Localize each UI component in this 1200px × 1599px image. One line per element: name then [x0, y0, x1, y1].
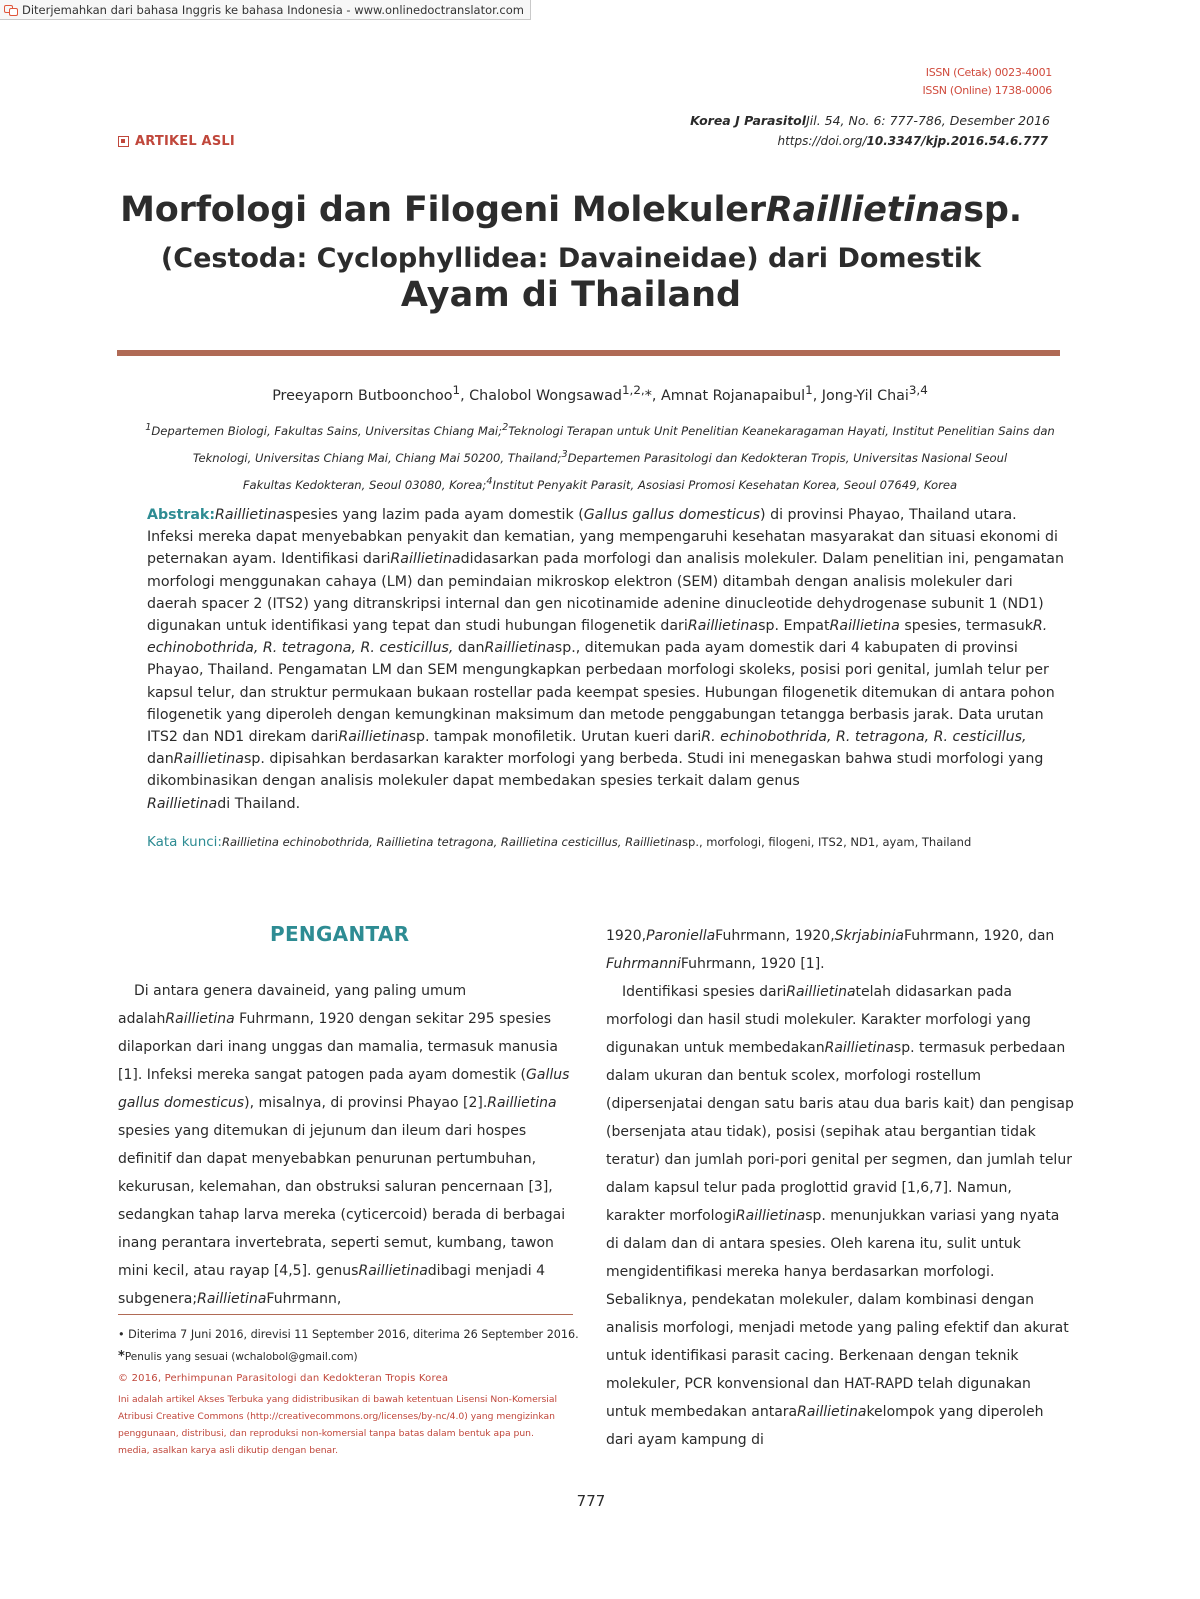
intro-text: Fuhrmann, 1920, dan — [904, 928, 1055, 944]
intro-genus: Skrjabinia — [834, 928, 905, 944]
intro-text: 1920, — [606, 928, 647, 944]
abstract-genus: Raillietina — [338, 729, 409, 746]
issn-print: ISSN (Cetak) 0023-4001 — [925, 66, 1052, 79]
received-text: Diterima 7 Juni 2016, direvisi 11 September 2016, diterima 26 September 2016. — [128, 1328, 579, 1341]
intro-text: Fuhrmann, 1920 [1]. — [680, 956, 825, 972]
issn-online: ISSN (Online) 1738-0006 — [922, 84, 1052, 97]
title-line-2: (Cestoda: Cyclophyllidea: Davaineidae) dari Domestik — [160, 243, 982, 274]
title-text-b: sp. — [963, 190, 1022, 230]
section-heading-intro: PENGANTAR — [270, 922, 410, 946]
abstract-text: dan — [453, 640, 485, 657]
footnote-corresponding — [118, 1349, 358, 1364]
keywords-label: Kata kunci: — [147, 834, 222, 850]
doi-link[interactable] — [777, 134, 1048, 148]
intro-genus: Raillietina — [358, 1263, 428, 1279]
author-3: , Amnat Rojanapaibul — [651, 387, 806, 404]
corresponding-mark: * — [644, 387, 652, 404]
abstract-text: ) di provinsi Phayao, Thailand utara. Infeksi mereka dapat menyebabkan penyakit dan kematian, yang mempengaruhi kesehatan masyarakat dan situasi ekonomi di peternakan ayam. Identifikasi dari — [147, 507, 1058, 568]
abstract-genus: Raillietina — [173, 751, 244, 768]
intro-text: kelompok yang diperoleh dari ayam kampung di — [606, 1404, 1044, 1448]
title-text-a: Morfologi dan Filogeni Molekuler — [120, 190, 766, 230]
affil-sup-1: 1 — [145, 422, 152, 433]
abstract-text: sp. dipisahkan berdasarkan karakter morfologi yang berbeda. Studi ini menegaskan bahwa studi morfologi yang dikombinasikan dengan analisis molekuler dapat membedakan spesies terkait dalam genus — [147, 751, 1044, 790]
abstract-text: sp. tampak monofiletik. Urutan kueri dari — [408, 729, 702, 746]
translate-icon — [4, 5, 18, 16]
corr-text: Penulis yang sesuai (wchalobol@gmail.com) — [124, 1351, 358, 1363]
intro-genus: Raillietina — [165, 1011, 235, 1027]
abstract-species: R. echinobothrida, R. tetragona, R. cesticillus, — [701, 729, 1027, 746]
abstract-text: sp., ditemukan pada ayam domestik dari 4 kabupaten di provinsi Phayao, Thailand. Pengamatan LM dan SEM mengungkapkan perbedaan morfologi skoleks, posisi pori genital, jumlah telur per kapsul telur, dan struktur permukaan bukaan rostellar pada keempat spesies. Hubungan filogenetik ditemukan di antara pohon filogenetik yang diperoleh dengan kemungkinan maksimum dan metode penggabungan tetangga berbasis jarak. Data urutan ITS2 dan ND1 direkam dari — [147, 640, 1055, 746]
intro-text: spesies yang ditemukan di jejunum dan ileum dari hospes definitif dan dapat menyebabkan penurunan pertumbuhan, kekurusan, kelemahan, dan obstruksi saluran pencernaan [3], sedangkan tahap larva mereka (cyticercoid) berada di berbagai inang perantara invertebrata, seperti semut, kumbang, tawon mini kecil, atau rayap [4,5]. genus — [118, 1123, 566, 1279]
keywords — [147, 834, 1067, 850]
affil-2: Teknologi Terapan untuk Unit Penelitian Keanekaragaman Hayati, Institut Penelitian Sains dan — [508, 423, 1055, 438]
intro-genus: Raillietina — [197, 1291, 267, 1307]
title-line-3: Ayam di Thailand — [400, 275, 742, 315]
author-2: , Chalobol Wongsawad — [460, 387, 622, 404]
author-4: , Jong-Yil Chai — [812, 387, 909, 404]
author-2-sup: 1,2, — [621, 383, 645, 397]
corr-star: * — [118, 1349, 125, 1364]
author-4-sup: 3,4 — [908, 383, 928, 397]
affil-3b: Fakultas Kedokteran, Seoul 03080, Korea; — [242, 477, 487, 492]
abstract-genus: Raillietina — [687, 618, 759, 635]
intro-text: Fuhrmann, — [266, 1291, 342, 1307]
affil-4: Institut Penyakit Parasit, Asosiasi Promosi Kesehatan Korea, Seoul 07649, Korea — [492, 477, 958, 492]
title-genus: Raillietina — [765, 190, 964, 230]
affil-sup-2: 2 — [502, 422, 509, 433]
abstract-text: didasarkan pada morfologi dan analisis molekuler. Dalam penelitian ini, pengamatan morfologi menggunakan cahaya (LM) dan pemindaian mikroskop elektron (SEM) ditambah dengan analisis molekuler dari daerah spacer 2 (ITS2) yang ditranskripsi internal dan gen nicotinamide adenine dinucleotide dehydrogenase subunit 1 (ND1) digunakan untuk identifikasi yang tepat dan studi hubungan filogenetik dari — [147, 551, 1064, 635]
intro-text: dibagi menjadi 4 subgenera; — [118, 1263, 545, 1307]
abstract-genus: Raillietina — [147, 795, 218, 812]
abstract-genus: Raillietina — [390, 551, 461, 568]
affiliations — [140, 416, 1060, 497]
author-1-sup: 1 — [452, 383, 461, 397]
affil-sup-3: 3 — [561, 448, 568, 460]
banner-text[interactable]: Diterjemahkan dari bahasa Inggris ke bahasa Indonesia - www.onlinedoctranslator.com — [22, 3, 524, 17]
abstract-text: spesies, termasuk — [899, 618, 1033, 635]
intro-species: Gallus gallus domesticus — [118, 1067, 570, 1111]
intro-genus: Raillietina — [797, 1404, 867, 1420]
footnote-received: • Diterima 7 Juni 2016, direvisi 11 September 2016, diterima 26 September 2016. — [118, 1328, 579, 1341]
intro-genus: Raillietina — [735, 1208, 806, 1224]
intro-genus: Paroniella — [646, 928, 716, 944]
author-1: Preeyaporn Butboonchoo — [272, 387, 453, 404]
keywords-text: sp., morfologi, filogeni, ITS2, ND1, ayam, Thailand — [682, 835, 972, 849]
footnote-rule — [118, 1314, 573, 1315]
article-type-icon — [118, 136, 129, 147]
intro-text: sp. menunjukkan variasi yang nyata di dalam dan di antara spesies. Oleh karena itu, sulit untuk mengidentifikasi mereka hanya berdasarkan morfologi. Sebaliknya, pendekatan molekuler, dalam kombinasi dengan analisis morfologi, menjadi metode yang paling efektif dan akurat untuk identifikasi parasit cacing. Berkenaan dengan teknik molekuler, PCR konvensional dan HAT-RAPD telah digunakan untuk membedakan antara — [606, 1208, 1069, 1420]
intro-text: ), misalnya, di provinsi Phayao [2]. — [244, 1095, 488, 1111]
title-rule — [117, 350, 1060, 356]
abstract-label: Abstrak: — [147, 507, 216, 523]
doi-id: 10.3347/kjp.2016.54.6.777 — [866, 134, 1048, 148]
affil-3: Departemen Parasitologi dan Kedokteran Tropis, Universitas Nasional Seoul — [567, 450, 1008, 465]
article-type — [118, 134, 235, 149]
license-text: Ini adalah artikel Akses Terbuka yang didistribusikan di bawah ketentuan Lisensi Non-Komersial Atribusi Creative Commons (http://creativecommons.org/licenses/by-nc/4.0) yang mengizinkan penggunaan, distribusi, dan reproduksi non-komersial tanpa batas dalam bentuk apa pun. media, asalkan karya asli dikutip dengan benar. — [118, 1394, 558, 1456]
abstract-text: dan — [147, 751, 174, 768]
affil-sup-4: 4 — [486, 475, 493, 487]
doi-prefix: https://doi.org/ — [777, 134, 867, 148]
volume-info: Jil. 54, No. 6: 777-786, Desember 2016 — [806, 113, 1050, 128]
keywords-species: Raillietina echinobothrida, Raillietina tetragona, Raillietina cesticillus, Raillietina — [221, 835, 683, 849]
intro-genus: Raillietina — [487, 1095, 557, 1111]
intro-column-left — [118, 977, 576, 1313]
page-number: 777 — [576, 1492, 606, 1510]
translator-banner[interactable] — [0, 0, 531, 20]
abstract-species: Gallus gallus domesticus — [583, 507, 761, 523]
intro-genus: Raillietina — [786, 984, 856, 1000]
author-list — [0, 383, 1200, 404]
abstract-genus: Raillietina — [484, 640, 555, 657]
intro-text: Fuhrmann, 1920 dengan sekitar 295 spesies dilaporkan dari inang unggas dan mamalia, termasuk manusia [1]. Infeksi mereka sangat patogen pada ayam domestik ( — [118, 1011, 558, 1083]
intro-text: Di antara genera davaineid, yang paling umum adalah — [118, 983, 467, 1027]
abstract-genus: Raillietina — [829, 618, 900, 635]
intro-genus: Raillietina — [824, 1040, 894, 1056]
abstract-text: di Thailand. — [217, 795, 301, 812]
intro-column-right — [606, 922, 1074, 1454]
intro-text: telah didasarkan pada morfologi dan hasil studi molekuler. Karakter morfologi yang digunakan untuk membedakan — [606, 984, 1031, 1056]
intro-text: sp. termasuk perbedaan dalam ukuran dan bentuk scolex, morfologi rostellum (dipersenjatai dengan satu baris atau dua baris kait) dan pengisap (bersenjata atau tidak), posisi (sepihak atau bergantian tidak teratur) dan jumlah pori-pori genital per segmen, dan jumlah telur dalam kapsul telur pada proglottid gravid [1,6,7]. Namun, karakter morfologi — [606, 1040, 1074, 1224]
intro-text: Fuhrmann, 1920, — [715, 928, 835, 944]
abstract-text: sp. Empat — [758, 618, 830, 635]
intro-text: Identifikasi spesies dari — [622, 984, 787, 1000]
abstract-species: R. echinobothrida, R. tetragona, R. cesticillus, — [147, 618, 1048, 657]
abstract-genus: Raillietina — [215, 507, 286, 523]
intro-genus: Fuhrmanni — [606, 956, 681, 972]
copyright: © 2016, Perhimpunan Parasitologi dan Kedokteran Tropis Korea — [118, 1373, 449, 1384]
abstract-text: spesies yang lazim pada ayam domestik ( — [285, 507, 584, 523]
affil-1: Departemen Biologi, Fakultas Sains, Universitas Chiang Mai; — [151, 423, 503, 438]
author-3-sup: 1 — [805, 383, 813, 397]
abstract — [147, 504, 1067, 815]
affil-2b: Teknologi, Universitas Chiang Mai, Chiang Mai 50200, Thailand; — [192, 450, 562, 465]
article-type-label: ARTIKEL ASLI — [135, 134, 235, 149]
journal-citation — [690, 113, 1050, 128]
journal-name: Korea J Parasitol — [690, 113, 807, 128]
title-line-1 — [0, 190, 1142, 230]
